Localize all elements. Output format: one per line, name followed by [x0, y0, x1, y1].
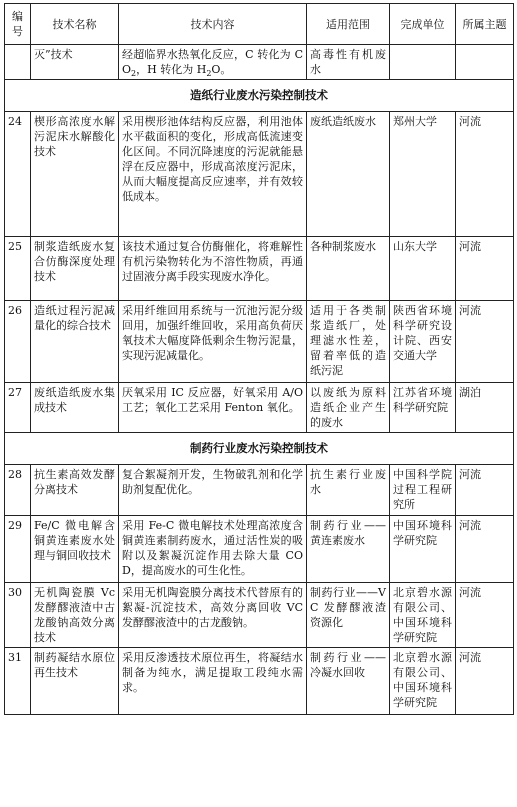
- row-num-cell: 30: [5, 583, 31, 648]
- topic-cell: 湖泊: [456, 383, 514, 433]
- tech-content-cell: 厌氧采用 IC 反应器，好氧采用 A/O 工艺；氧化工艺采用 Fenton 氧化。: [119, 383, 307, 433]
- table-row: [5, 465, 514, 516]
- unit-cell: 陕西省环境科学研究设计院、西安交通大学: [390, 301, 456, 383]
- row-num-cell: [5, 45, 31, 80]
- table-row: [5, 383, 514, 433]
- tech-name-cell: 无机陶瓷膜 Vc 发酵醪液渣中古龙酸钠高效分离技术: [31, 583, 119, 648]
- table-row: [5, 45, 514, 80]
- tech-name-cell: Fe/C 微电解含铜黄连素废水处理与铜回收技术: [31, 516, 119, 583]
- scope-cell: 制药行业——黄连素废水: [307, 516, 390, 583]
- unit-cell: 山东大学: [390, 237, 456, 301]
- tech-name-cell: 灭”技术: [31, 45, 119, 80]
- row-num-cell: 24: [5, 112, 31, 237]
- topic-cell: [456, 45, 514, 80]
- topic-cell: 河流: [456, 516, 514, 583]
- tech-content-cell: 采用无机陶瓷膜分离技术代替原有的絮凝-沉淀技术，高效分离回收 VC 发酵醪液渣中的古龙酸钠。: [119, 583, 307, 648]
- tech-content-cell: 该技术通过复合仿酶催化，将难解性有机污染物转化为不溶性物质，再通过固液分离手段实现废水净化。: [119, 237, 307, 301]
- section-header-row: [5, 80, 514, 112]
- tech-name-cell: 楔形高浓度水解污泥床水解酸化技术: [31, 112, 119, 237]
- tech-name-cell: 制浆造纸废水复合仿酶深度处理技术: [31, 237, 119, 301]
- tech-name-cell: 造纸过程污泥减量化的综合技术: [31, 301, 119, 383]
- unit-cell: 郑州大学: [390, 112, 456, 237]
- table-row: [5, 583, 514, 648]
- section-header-row: [5, 433, 514, 465]
- scope-cell: 制药行业——VC 发酵醪液渣资源化: [307, 583, 390, 648]
- tech-name-cell: 抗生素高效发酵分离技术: [31, 465, 119, 516]
- table-row: [5, 112, 514, 237]
- table-row: [5, 301, 514, 383]
- table-row: [5, 648, 514, 715]
- topic-cell: 河流: [456, 237, 514, 301]
- tech-content-cell: 采用楔形池体结构反应器，利用池体水平截面积的变化，形成高低流速变化区间。不同沉降速度的污泥就能悬浮在反应器中，形成高浓度污泥床，从而大幅度提高反应速率，并有效较低成本。: [119, 112, 307, 237]
- tech-content-cell: 采用反渗透技术原位再生，将凝结水制备为纯水，满足提取工段纯水需求。: [119, 648, 307, 715]
- header-name: 技术名称: [31, 4, 119, 45]
- topic-cell: 河流: [456, 112, 514, 237]
- row-num-cell: 25: [5, 237, 31, 301]
- unit-cell: 江苏省环境科学研究院: [390, 383, 456, 433]
- table-row: [5, 237, 514, 301]
- row-num-cell: 27: [5, 383, 31, 433]
- header-unit: 完成单位: [390, 4, 456, 45]
- topic-cell: 河流: [456, 583, 514, 648]
- scope-cell: 制药行业——冷凝水回收: [307, 648, 390, 715]
- scope-cell: 废纸造纸废水: [307, 112, 390, 237]
- topic-cell: 河流: [456, 648, 514, 715]
- tech-name-cell: 废纸造纸废水集成技术: [31, 383, 119, 433]
- scope-cell: 适用于各类制浆造纸厂，处理滤水性差，留着率低的造纸污泥: [307, 301, 390, 383]
- scope-cell: 以废纸为原料造纸企业产生的废水: [307, 383, 390, 433]
- scope-cell: 各种制浆废水: [307, 237, 390, 301]
- table-row: [5, 516, 514, 583]
- scope-cell: 抗生素行业废水: [307, 465, 390, 516]
- unit-cell: 中国环境科学研究院: [390, 516, 456, 583]
- header-num: 编号: [5, 4, 31, 45]
- row-num-cell: 29: [5, 516, 31, 583]
- topic-cell: 河流: [456, 301, 514, 383]
- tech-name-cell: 制药凝结水原位再生技术: [31, 648, 119, 715]
- unit-cell: 北京碧水源有限公司、中国环境科学研究院: [390, 583, 456, 648]
- header-topic: 所属主题: [456, 4, 514, 45]
- header-content: 技术内容: [119, 4, 307, 45]
- scope-cell: 高毒性有机废水: [307, 45, 390, 80]
- tech-content-cell: 复合絮凝剂开发，生物破乳剂和化学助剂复配优化。: [119, 465, 307, 516]
- section-title: 造纸行业废水污染控制技术: [5, 80, 514, 112]
- unit-cell: [390, 45, 456, 80]
- tech-content-cell: 经超临界水热氧化反应，C 转化为 $CO_2$，H 转化为 $H_2O$。: [119, 45, 307, 80]
- section-title: 制药行业废水污染控制技术: [5, 433, 514, 465]
- unit-cell: 北京碧水源有限公司、中国环境科学研究院: [390, 648, 456, 715]
- topic-cell: 河流: [456, 465, 514, 516]
- tech-content-cell: 采用 Fe-C 微电解技术处理高浓度含铜黄连素制药废水，通过活性炭的吸附以及絮凝沉淀作用去除大量 COD，提高废水的可生化性。: [119, 516, 307, 583]
- technology-table: [4, 3, 514, 715]
- row-num-cell: 26: [5, 301, 31, 383]
- row-num-cell: 31: [5, 648, 31, 715]
- header-row: [5, 4, 514, 45]
- tech-content-cell: 采用纤维回用系统与一沉池污泥分级回用，加强纤维回收，采用高负荷厌氧技术大幅度降低剩余生物污泥量，实现污泥减量化。: [119, 301, 307, 383]
- row-num-cell: 28: [5, 465, 31, 516]
- unit-cell: 中国科学院过程工程研究所: [390, 465, 456, 516]
- header-scope: 适用范围: [307, 4, 390, 45]
